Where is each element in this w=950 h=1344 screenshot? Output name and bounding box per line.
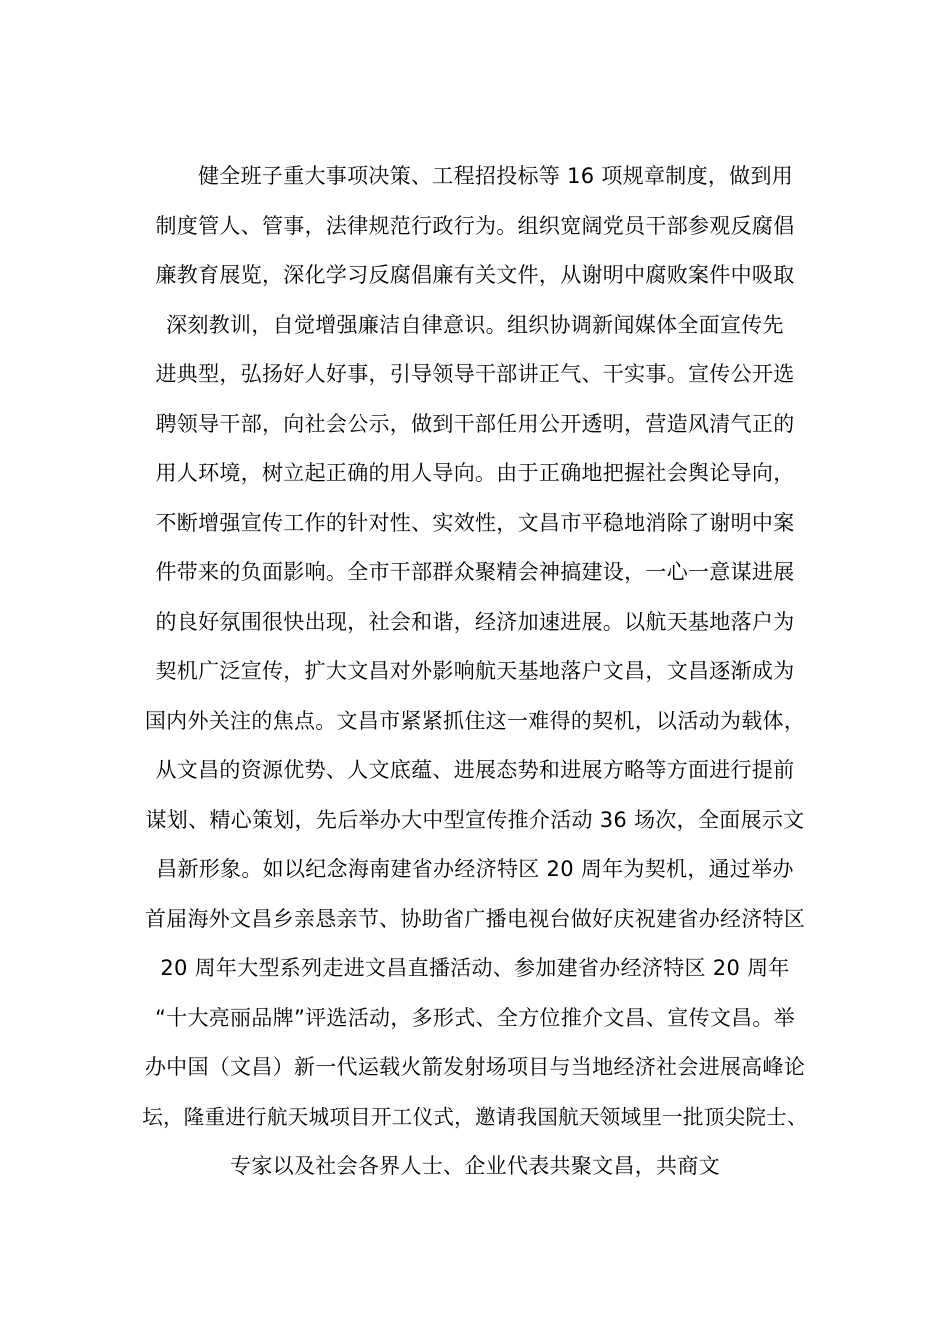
text-line: 廉教育展览，深化学习反腐倡廉有关文件，从谢明中腐败案件中吸取	[155, 263, 795, 287]
text-line: 办中国（文昌）新一代运载火箭发射场项目与当地经济社会进展高峰论	[144, 1055, 806, 1079]
text-line: 坛，隆重进行航天城项目开工仪式，邀请我国航天领域里一批顶尖院士、	[142, 1104, 808, 1129]
body-paragraph	[140, 152, 810, 1192]
text-line: 国内外关注的焦点。文昌市紧紧抓住这一难得的契机，以活动为载体，	[144, 708, 806, 733]
text-line: “十大亮丽品牌”评选活动，多形式、全方位推介文昌、宣传文昌。举	[154, 1005, 796, 1030]
text-line: 20 周年大型系列走进文昌直播活动、参加建省办经济特区 20 周年	[160, 956, 790, 980]
text-line: 专家以及社会各界人士、企业代表共聚文昌，共商文	[230, 1154, 720, 1178]
text-line: 契机广泛宣传，扩大文昌对外影响航天基地落户文昌，文昌逐渐成为	[155, 659, 795, 683]
text-line: 深刻教训，自觉增强廉洁自律意识。组织协调新闻媒体全面宣传先	[166, 312, 784, 337]
text-line: 昌新形象。如以纪念海南建省办经济特区 20 周年为契机，通过举办	[156, 857, 794, 881]
text-line: 制度管人、管事，法律规范行政行为。组织宽阔党员干部参观反腐倡	[155, 213, 795, 238]
text-line: 的良好氛围很快出现，社会和谐，经济加速进展。以航天基地落户为	[155, 609, 795, 634]
text-line: 聘领导干部，向社会公示，做到干部任用公开透明，营造风清气正的	[155, 411, 795, 436]
text-line: 用人环境，树立起正确的用人导向。由于正确地把握社会舆论导向，	[155, 461, 795, 485]
text-line: 首届海外文昌乡亲恳亲节、协助省广播电视台做好庆祝建省办经济特区	[144, 906, 806, 931]
text-line: 件带来的负面影响。全市干部群众聚精会神搞建设，一心一意谋进展	[155, 560, 795, 584]
text-line: 健全班子重大事项决策、工程招投标等 16 项规章制度，做到用	[198, 164, 794, 188]
text-line: 从文昌的资源优势、人文底蕴、进展态势和进展方略等方面进行提前	[155, 758, 795, 782]
text-line: 进典型，弘扬好人好事，引导领导干部讲正气、干实事。宣传公开选	[155, 362, 795, 386]
text-line: 不断增强宣传工作的针对性、实效性，文昌市平稳地消除了谢明中案	[155, 510, 795, 535]
text-line: 谋划、精心策划，先后举办大中型宣传推介活动 36 场次，全面展示文	[145, 807, 805, 832]
